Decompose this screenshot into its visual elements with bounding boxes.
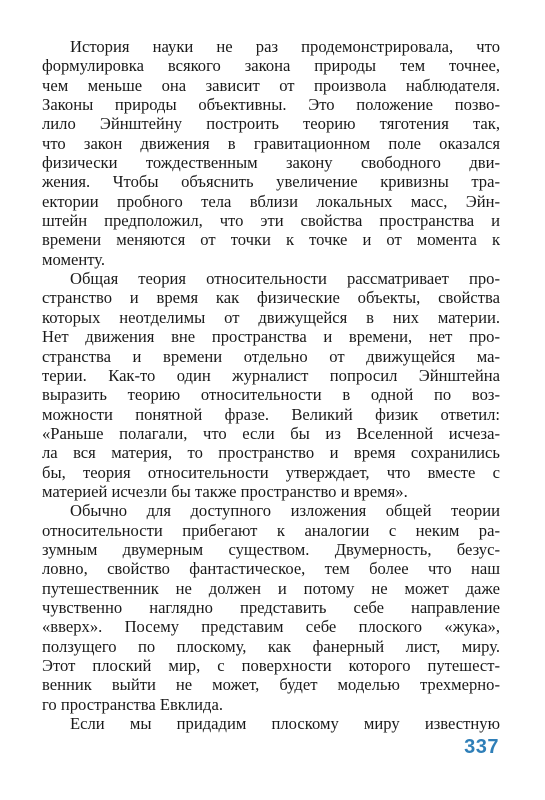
text-line: формулировка всякого закона природы тем точнее, [42,56,500,76]
text-line: которых неотделимы от движущейся в них материи. [42,307,500,327]
text-line: Нет движения вне пространства и времени, нет про- [42,327,500,347]
text-line: История науки не раз продемонстрировала, что [70,37,500,56]
paragraph-4 [42,714,500,733]
text-line: ползущего по плоскому, как фанерный лист, миру. [42,636,500,656]
text-line: времени меняются от точки к точке и от момента к [42,230,500,250]
text-line: ектории пробного тела вблизи локальных масс, Эйн- [42,191,500,211]
text-line: штейн предположил, что эти свойства пространства и [42,211,500,231]
text-line: жения. Чтобы объяснить увеличение кривизны тра- [42,172,500,192]
text-line: ловно, свойство фантастическое, тем более что наш [42,559,500,579]
text-line: материей исчезли бы также пространство и время». [42,481,408,501]
text-line: бы, теория относительности утверждает, что вместе с [42,462,500,482]
text-line: го пространства Евклида. [42,694,223,714]
paragraph-2 [42,269,500,501]
text-line: относительности прибегают к аналогии с неким ра- [42,520,500,540]
text-line: странства и времени отдельно от движущейся ма- [42,346,500,366]
text-line: выразить теорию относительности в одной по воз- [42,385,500,405]
text-line: моменту. [42,249,106,269]
text-line: «вверх». Посему представим себе плоского «жука», [42,617,500,637]
text-line: чем меньше она зависит от произвола наблюдателя. [42,75,500,95]
text-line: странство и время как физические объекты, свойства [42,288,500,308]
text-line: можности понятной фразе. Великий физик ответил: [42,404,500,424]
text-line: путешественник не должен и потому не может даже [42,578,500,598]
text-line: терии. Как-то один журналист попросил Эйнштейна [42,365,500,385]
text-line: Обычно для доступного изложения общей теории [70,501,500,521]
text-line: ла вся материя, то пространство и время сохранились [42,443,500,463]
page-number: 337 [464,736,499,758]
text-line: Если мы придадим плоскому миру известную [70,714,500,734]
text-line: чувственно наглядно представить себе направление [42,597,500,617]
text-line: Этот плоский мир, с поверхности которого путешест- [42,656,500,675]
text-line: лило Эйнштейну построить теорию тяготения так, [42,114,500,134]
text-line: Общая теория относительности рассматривает про- [70,269,500,289]
text-line: Законы природы объективны. Это положение позво- [42,95,500,115]
text-line: «Раньше полагали, что если бы из Вселенной исчеза- [42,423,500,443]
text-line: что закон движения в гравитационном поле оказался [42,133,500,153]
page-body [42,37,500,733]
text-line: физически тождественным закону свободного дви- [42,153,500,173]
text-line: зумным двумерным существом. Двумерность, безус- [42,539,500,559]
paragraph-1 [42,37,500,269]
text-line: венник выйти не может, будет моделью трехмерно- [42,675,500,695]
paragraph-3 [42,501,500,714]
